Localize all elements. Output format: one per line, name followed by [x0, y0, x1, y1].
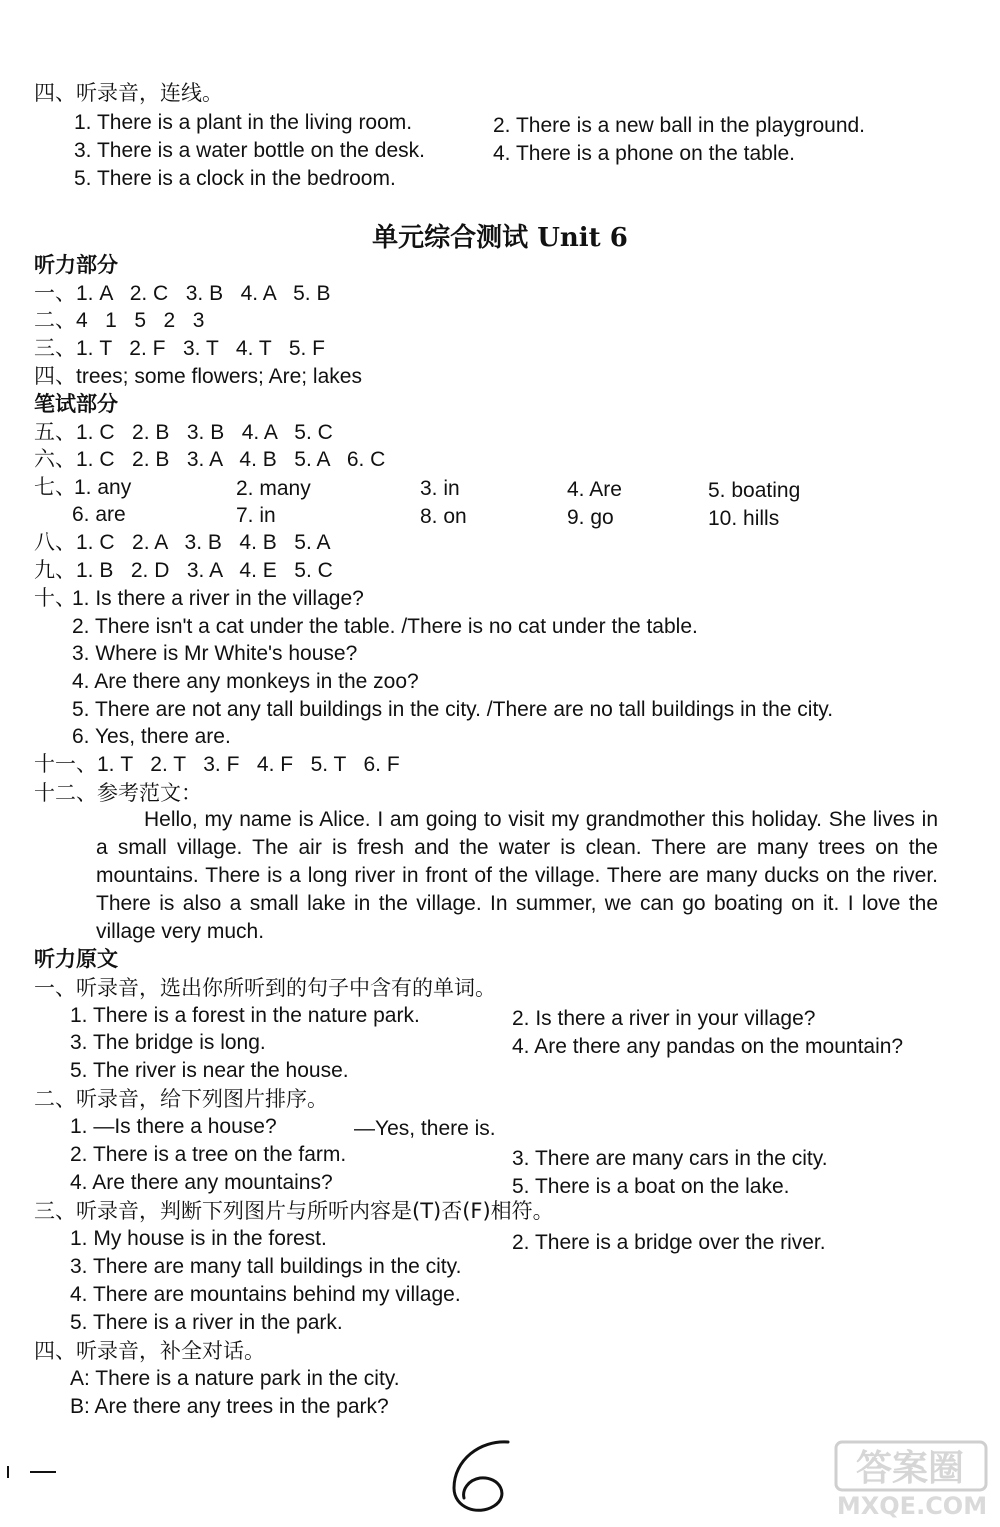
margin-mark	[4, 1462, 60, 1482]
answer-line: 六、1. C 2. B 3. A 4. B 5. A 6. C	[34, 448, 386, 471]
section-heading: 四、听录音，连线。	[34, 81, 223, 105]
list-item: 3. There is a water bottle on the desk.	[74, 139, 425, 162]
list-item: 5. There is a river in the park.	[70, 1311, 343, 1334]
answer-prefix: 七、	[34, 476, 76, 499]
dialogue-line: A: There is a nature park in the city.	[70, 1367, 400, 1390]
answer-line: 八、1. C 2. A 3. B 4. B 5. A	[34, 531, 331, 554]
answer-line: 三、1. T 2. F 3. T 4. T 5. F	[34, 337, 325, 360]
answer-cell: 5. boating	[708, 479, 801, 502]
section-label: 听力部分	[34, 253, 118, 277]
section-heading: 三、听录音，判断下列图片与所听内容是(T)否(F)相符。	[34, 1199, 554, 1223]
list-item: 1. There is a forest in the nature park.	[70, 1004, 420, 1027]
answer-cell: 6. are	[72, 503, 126, 526]
answer-line: 五、1. C 2. B 3. B 4. A 5. C	[34, 421, 333, 444]
answer-cell: 10. hills	[708, 507, 780, 530]
section-heading: 二、听录音，给下列图片排序。	[34, 1087, 328, 1111]
answer-line: 6. Yes, there are.	[72, 725, 231, 748]
watermark-icon	[830, 1438, 1000, 1521]
list-item: 1. There is a plant in the living room.	[74, 111, 413, 134]
list-item: 5. There is a clock in the bedroom.	[74, 167, 396, 190]
list-item: 2. There is a new ball in the playground.	[493, 114, 866, 137]
answer-cell: 7. in	[236, 504, 276, 527]
list-item: 5. The river is near the house.	[70, 1059, 349, 1082]
list-item: 4. Are there any pandas on the mountain?	[512, 1035, 904, 1058]
answer-line: 二、4 1 5 2 3	[34, 309, 205, 332]
list-item: 1. —Is there a house?	[70, 1115, 277, 1138]
essay-paragraph: Hello, my name is Alice. I am going to visit my grandmother this holiday. She lives in a small village. The air is fresh and the water is clean. There are many trees on the mountains. There is a long river in front of the village. There are many ducks on the river. There is also a small lake in the village. In summer, we can go boating on it. I love the village very much.	[96, 808, 938, 943]
answer-line: 3. Where is Mr White's house?	[72, 642, 358, 665]
section-label: 笔试部分	[34, 392, 118, 416]
answer-line: 四、trees; some flowers; Are; lakes	[34, 365, 362, 388]
section-label: 听力原文	[34, 947, 118, 971]
list-item: 3. The bridge is long.	[70, 1031, 266, 1054]
page-title: 单元综合测试 Unit 6	[372, 223, 628, 253]
list-item: 3. There are many cars in the city.	[512, 1147, 828, 1170]
list-item: 4. There are mountains behind my village.	[70, 1283, 461, 1306]
svg-text:答案圈: 答案圈	[855, 1448, 965, 1489]
answer-line: 2. There isn't a cat under the table. /There is no cat under the table.	[72, 615, 698, 638]
list-item: —Yes, there is.	[354, 1117, 496, 1140]
dialogue-line: B: Are there any trees in the park?	[70, 1395, 389, 1418]
list-item: 5. There is a boat on the lake.	[512, 1175, 790, 1198]
answer-cell: 1. any	[74, 476, 132, 499]
list-item: 2. There is a bridge over the river.	[512, 1231, 826, 1254]
answer-cell: 9. go	[567, 506, 614, 529]
answer-cell: 2. many	[236, 477, 311, 500]
answer-line: 5. There are not any tall buildings in the city. /There are no tall buildings in the city.	[72, 698, 834, 721]
answer-line: 4. Are there any monkeys in the zoo?	[72, 670, 419, 693]
answer-line: 十一、1. T 2. T 3. F 4. F 5. T 6. F	[34, 753, 400, 776]
page-number-handwritten	[440, 1432, 530, 1520]
list-item: 4. Are there any mountains?	[70, 1171, 333, 1194]
answer-cell: 3. in	[420, 477, 460, 500]
list-item: 2. There is a tree on the farm.	[70, 1143, 347, 1166]
answer-prefix: 十、	[34, 587, 76, 610]
answer-line: 1. Is there a river in the village?	[72, 587, 364, 610]
list-item: 3. There are many tall buildings in the city.	[70, 1255, 462, 1278]
section-heading: 一、听录音，选出你所听到的句子中含有的单词。	[34, 976, 496, 1000]
list-item: 1. My house is in the forest.	[70, 1227, 327, 1250]
watermark-logo	[830, 1438, 1000, 1521]
svg-text:MXQE.COM: MXQE.COM	[836, 1492, 988, 1520]
answer-line: 十二、参考范文：	[34, 781, 202, 805]
answer-line: 一、1. A 2. C 3. B 4. A 5. B	[34, 282, 331, 305]
list-item: 2. Is there a river in your village?	[512, 1007, 816, 1030]
list-item: 4. There is a phone on the table.	[493, 142, 795, 165]
answer-cell: 8. on	[420, 505, 467, 528]
section-heading: 四、听录音，补全对话。	[34, 1339, 265, 1363]
answer-cell: 4. Are	[567, 478, 622, 501]
answer-line: 九、1. B 2. D 3. A 4. E 5. C	[34, 559, 333, 582]
